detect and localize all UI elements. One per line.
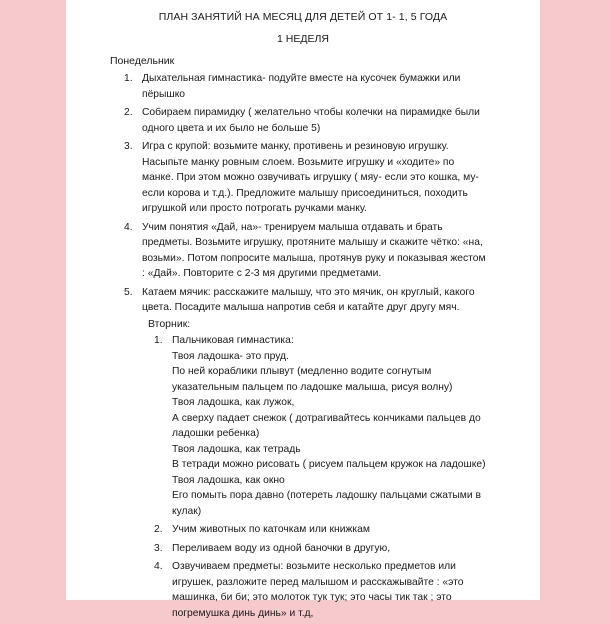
text-line: А сверху падает снежок ( дотрагивайтесь кончиками пальцев до	[172, 412, 481, 424]
monday-item	[124, 105, 528, 136]
item-text	[172, 541, 526, 557]
item-number: 1.	[124, 73, 133, 84]
text-line: игрушек, разложите перед малышом и расскажывайте : «это	[172, 576, 464, 588]
item-text	[142, 285, 528, 316]
item-number: 3.	[124, 141, 133, 152]
tuesday-item	[154, 522, 526, 538]
item-text	[142, 71, 528, 102]
text-line: кулак)	[172, 505, 202, 517]
text-line: Его помыть пора давно (потереть ладошку пальцами сжатыми в	[172, 490, 481, 501]
text-line: одного цвета и их было не больше 5)	[142, 122, 321, 134]
item-number: 2.	[154, 524, 163, 535]
text-line: Дыхательная гимнастика- подуйте вместе на кусочек бумажки или	[142, 73, 461, 84]
item-text	[172, 559, 526, 621]
text-line: погремушка динь динь» и т.д,	[172, 607, 314, 619]
text-line: предметы. Возьмите игрушку, протяните малышу и скажите чётко: «на,	[142, 237, 483, 248]
item-text	[172, 333, 526, 519]
text-line: манке. При этом можно озвучивать игрушку ( мяу- если это кошка, му-	[142, 172, 479, 183]
text-line: Твоя ладошка, как тетрадь	[172, 443, 301, 455]
tuesday-activity-list	[154, 333, 526, 624]
text-line: Пальчиковая гимнастика:	[172, 335, 294, 346]
text-line: Игра с крупой: возьмите манку, противень и резиновую игрушку.	[142, 141, 449, 152]
day-heading-monday: Понедельник	[110, 55, 175, 67]
item-number: 2.	[124, 107, 133, 118]
tuesday-item	[154, 559, 526, 621]
item-text	[172, 522, 526, 538]
text-line: Твоя ладошка, как лужок,	[172, 397, 295, 408]
monday-item	[124, 285, 528, 316]
item-number: 4.	[154, 561, 163, 572]
monday-item	[124, 220, 528, 282]
text-line: цвета. Посадите малыша напротив себя и катайте друг другу мяч.	[142, 302, 460, 313]
monday-activity-list	[124, 71, 528, 319]
text-line: Переливаем воду из одной баночки в другую,	[172, 542, 391, 554]
text-line: пёрышко	[142, 88, 186, 100]
text-line: Собираем пирамидку ( желательно чтобы колечки на пирамидке были	[142, 107, 480, 118]
text-line: возьми». Потом попросите малыша, протянув руку и показывая жестом	[142, 252, 486, 264]
monday-item	[124, 71, 528, 102]
item-number: 5.	[124, 286, 133, 298]
text-line: указательным пальцем по ладошке малыша, рисуя волну)	[172, 381, 453, 393]
text-line: Озвучиваем предметы: возьмите несколько предметов или	[172, 561, 456, 572]
item-number: 1.	[154, 335, 163, 346]
item-number: 3.	[154, 542, 163, 554]
item-text	[142, 139, 528, 217]
item-text	[142, 220, 528, 282]
text-line: если корова и т.д.). Предложите малышу присоединиться, походить	[142, 187, 468, 199]
document-title: ПЛАН ЗАНЯТИЙ НА МЕСЯЦ ДЛЯ ДЕТЕЙ ОТ 1- 1, 5 ГОДА	[158, 11, 448, 23]
text-line: Насыпьте манку ровным слоем. Возьмите игрушку и «ходите» по	[142, 156, 455, 168]
text-line: игрушкой или просто потрогать ручками манку.	[142, 203, 367, 214]
text-line: машинка, би би; это молоток тук тук; это часы тик так ; это	[172, 592, 452, 603]
monday-item	[124, 139, 528, 217]
week-heading: 1 НЕДЕЛЯ	[277, 33, 329, 45]
document-page	[66, 0, 540, 619]
text-line: : «Дай». Повторите с 2-3 мя другими предметами.	[142, 268, 382, 279]
tuesday-item	[154, 333, 526, 519]
text-line: В тетради можно рисовать ( рисуем пальцем кружок на ладошке)	[172, 459, 486, 470]
day-heading-tuesday: Вторник:	[148, 318, 191, 330]
text-line: ладошки ребенка)	[172, 428, 260, 439]
text-line: Учим понятия «Дай, на»- тренируем малыша отдавать и брать	[142, 221, 443, 233]
item-number: 4.	[124, 221, 133, 233]
text-line: Учим животных по каточкам или книжкам	[172, 524, 370, 535]
text-line: Твоя ладошка- это пруд.	[172, 350, 289, 362]
text-line: По ней кораблики плывут (медленно водите согнутым	[172, 366, 432, 377]
text-line: Твоя ладошка, как окно	[172, 474, 285, 486]
tuesday-item	[154, 541, 526, 557]
item-text	[142, 105, 528, 136]
text-line: Катаем мячик: расскажите малышу, что это мячик, он круглый, какого	[142, 286, 475, 298]
